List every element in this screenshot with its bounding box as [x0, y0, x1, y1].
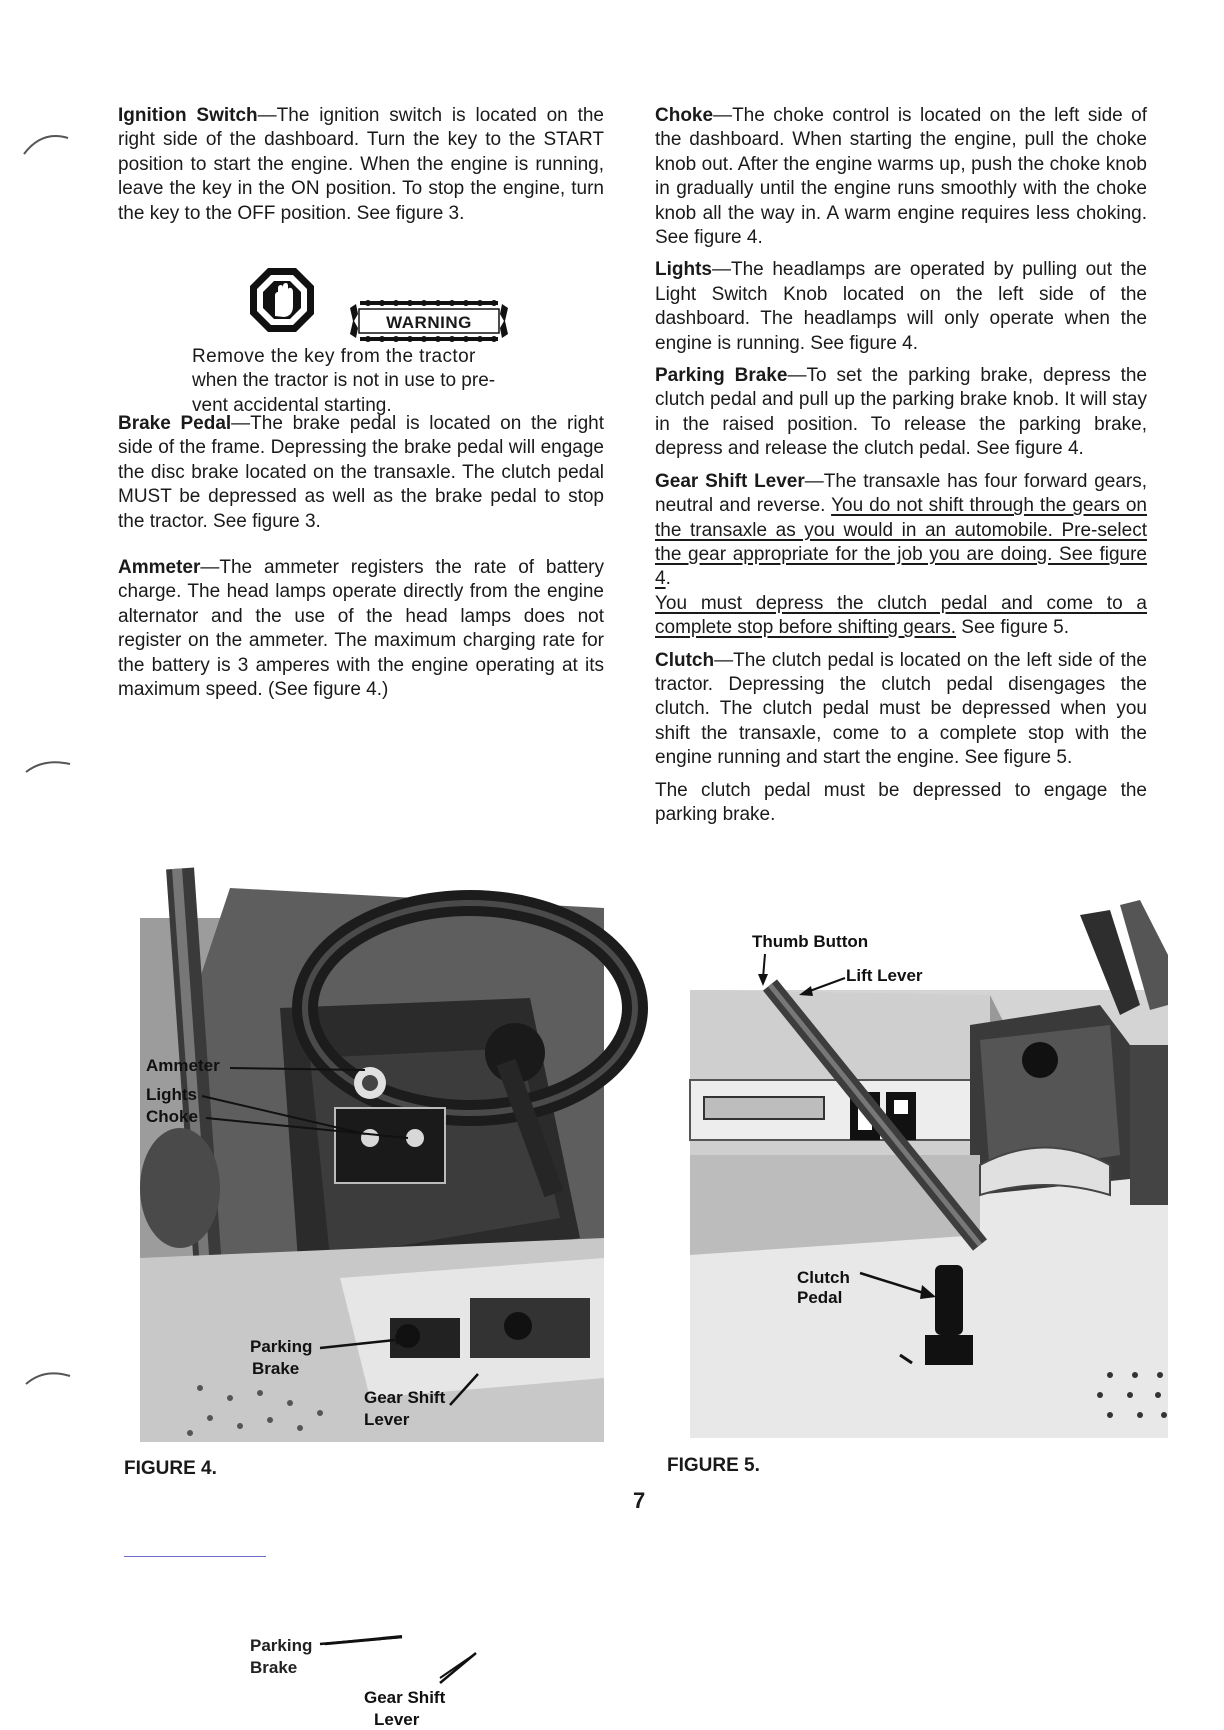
warning-line-2: when the tractor is not in use to pre-	[192, 370, 496, 392]
figure-4-brake-label: Brake	[252, 1359, 300, 1378]
figure-5-label-pedal: Pedal	[797, 1288, 843, 1307]
gear-shift-end-2: See figure 5.	[956, 617, 1070, 639]
choke-heading: Choke	[655, 105, 714, 126]
right-column	[655, 104, 1147, 827]
gear-shift-paragraph	[655, 470, 1147, 592]
ignition-switch-heading: Ignition Switch	[118, 105, 258, 126]
figure-4-label-gear-shift: Gear Shift	[364, 1688, 446, 1707]
brake-pedal-paragraph	[118, 412, 604, 534]
figure-4-label-choke: Choke	[146, 1107, 198, 1126]
warning-label: WARNING	[386, 313, 472, 333]
brake-pedal-text: —The brake pedal is located on the right side of the frame. Depressing the brake pedal will engage the disc brake located on the transaxle. The clutch pedal MUST be depressed as well as the brake pedal to stop the tractor. See figure 3.	[118, 413, 604, 532]
binding-mark-icon	[22, 128, 72, 158]
gear-shift-underlined-2: You must depress the clutch pedal and come to a complete stop before shifting gears.	[655, 592, 1147, 639]
gear-shift-stop-paragraph	[655, 592, 1147, 641]
lights-heading: Lights	[655, 259, 712, 281]
figure-4-label-lever: Lever	[374, 1710, 420, 1729]
warning-banner	[348, 300, 510, 342]
ammeter-paragraph	[118, 556, 604, 702]
parking-brake-text: —To set the parking brake, depress the clutch pedal and pull up the parking brake knob. It will stay in the raised position. To release the parking brake, depress and release the clutch pedal. See figure 4.	[655, 365, 1147, 460]
figure-4-label-ammeter: Ammeter	[146, 1056, 220, 1075]
clutch-note: The clutch pedal must be depressed to engage the parking brake.	[655, 779, 1147, 825]
parking-brake-heading: Parking Brake	[655, 365, 788, 387]
gear-shift-text: —The transaxle has four forward gears, neutral and reverse.	[655, 470, 1147, 517]
ignition-switch-text: —The ignition switch is located on the right side of the dashboard. Turn the key to the START position to start the engine. When the engine is running, leave the key in the ON position. To stop the engine, turn the key to the OFF position. See figure 3.	[118, 105, 604, 224]
lights-text: —The headlamps are operated by pulling out the Light Switch Knob located on the left side of the dashboard. The headlamps will only operate when the engine is running. See figure 4.	[655, 259, 1147, 354]
figure-5-label-clutch: Clutch	[797, 1268, 850, 1287]
figure-4-label-lights: Lights	[146, 1085, 197, 1104]
brake-pedal-heading: Brake Pedal	[118, 413, 232, 435]
figure-4-label-parking: Parking	[250, 1636, 313, 1655]
figure-4-label-brake: Brake	[250, 1658, 298, 1677]
gear-shift-end-1: .	[665, 568, 671, 590]
figure-5-label-lift-lever: Lift Lever	[846, 966, 923, 985]
figure-4-pointer-arrows	[300, 1330, 500, 1410]
clutch-heading: Clutch	[655, 649, 715, 671]
ignition-switch-paragraph	[118, 104, 604, 226]
lights-paragraph	[655, 258, 1147, 356]
choke-paragraph	[655, 104, 1147, 250]
figure-4-gear-shift-label: Gear Shift	[364, 1388, 446, 1407]
footer-rule	[124, 1556, 266, 1557]
figure-4-lever-label: Lever	[364, 1410, 410, 1429]
warning-block	[118, 254, 604, 416]
ammeter-heading: Ammeter	[118, 557, 201, 579]
warning-text	[192, 345, 552, 418]
ammeter-text: —The ammeter registers the rate of battery charge. The head lamps operate directly from the engine alternator and the use of the head lamps does not register on the ammeter. The maximum charging rate for the battery is 3 amperes with the engine operating at its maximum speed. (See figure 4.)	[118, 557, 604, 701]
parking-brake-paragraph	[655, 364, 1147, 462]
warning-line-3: vent accidental starting.	[192, 394, 392, 416]
gear-shift-underlined-1: You do not shift through the gears on the transaxle as you would in an automobile. Pre-select the gear appropriate for the job you are doing. See figure 4	[655, 495, 1147, 590]
figure-5-caption: FIGURE 5.	[667, 1455, 760, 1476]
figure-5-pointer-arrows	[755, 952, 855, 1002]
gear-shift-heading: Gear Shift Lever	[655, 470, 805, 492]
figure-5-label-thumb-button: Thumb Button	[752, 932, 869, 951]
binding-mark-icon	[24, 752, 74, 776]
choke-text: —The choke control is located on the left side of the dashboard. When starting the engine, pull the choke knob out. After the engine warms up, push the choke knob in gradually until the engine runs smoothly with the choke knob all the way in. A warm engine requires less choking. See figure 4.	[655, 105, 1147, 249]
clutch-paragraph	[655, 649, 1147, 771]
figure-4-parking-label: Parking	[250, 1337, 313, 1356]
page-number: 7	[633, 1488, 646, 1513]
binding-mark-icon	[24, 1364, 74, 1388]
warning-line-1: Remove the key from the tractor	[192, 346, 476, 368]
left-column	[118, 104, 604, 703]
clutch-text: —The clutch pedal is located on the left side of the tractor. Depressing the clutch pedal disengages the clutch. The clutch pedal must be depressed when you shift the transaxle, come to a complete stop with the engine running and start the engine. See figure 5.	[655, 649, 1147, 769]
figure-4-caption: FIGURE 4.	[124, 1458, 217, 1479]
